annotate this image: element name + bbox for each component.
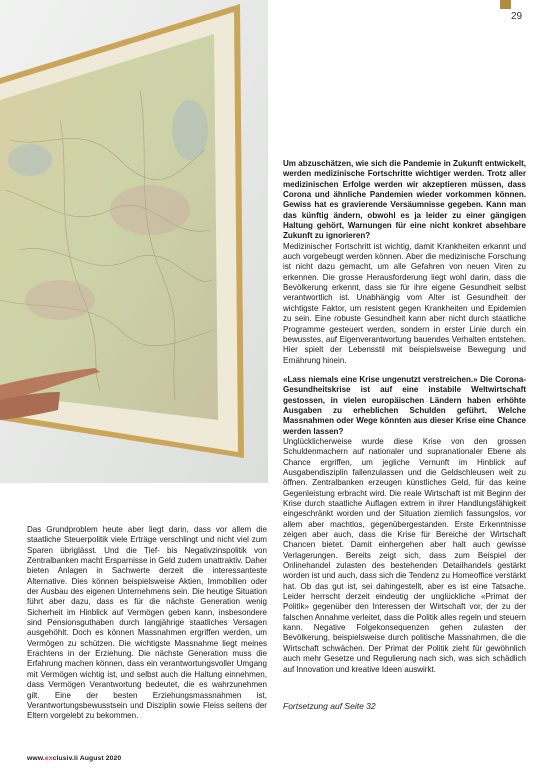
- left-column: [27, 525, 267, 722]
- interview-question-2: «Lass niemals eine Krise ungenutzt verstreichen.» Die Corona-Gesundheitskrise ist auf eine instabile Weltwirtschaft gestossen, in vielen europäischen Ländern haben erhöhte Ausgaben zu erheblichen Schulden geführt. Welche Massnahmen oder Wege könnten aus dieser Krise eine Chance werden lassen?: [283, 374, 526, 436]
- corner-accent-bar: [500, 0, 511, 9]
- answer-paragraph-1: Medizinischer Fortschritt ist wichtig, damit Krankheiten erkannt und auch vorgebeugt werden können. Aber die medizinische Forschung ist nicht dazu gemacht, um alle Gefahren von neuen Viren zu erkennen. Die grosse Herausforderung liegt wohl darin, dass die Bevölkerung erkennt, dass sie für ihre eigene Gesundheit selbst verantwortlich ist. Unabhängig vom Alter ist Gesundheit der wichtigste Faktor, um resistent gegen Krankheiten und Epidemien zu sein. Eine robuste Gesundheit kann aber nicht durch staatliche Programme gesteuert werden, sondern in erster Linie durch ein bewusstes, auf Eigenverantwortung bauendes Verhalten entstehen. Hier spielt der Lebensstil mit beispielsweise Bewegung und Ernährung hinein.: [283, 241, 526, 365]
- footer-accent: ex: [44, 755, 53, 762]
- page-number: 29: [511, 11, 523, 22]
- framed-map-illustration: [0, 0, 268, 483]
- footer-rest: clusiv.li August 2020: [52, 755, 122, 762]
- body-paragraph: Das Grundproblem heute aber liegt darin, dass vor allem die staatliche Steuerpolitik viele Erträge verschlingt und nicht viel zum Sparen übriglässt. Und die Tief- bis Negativzinspolitik von Zentralbanken macht Ersparnisse in Geld zudem unattraktiv. Daher bieten Anlagen in Sachwerte derzeit die interessanteste Alternative. Dies können beispielsweise Aktien, Immobilien oder der Ausbau des eigenen Unternehmens sein. Die heutige Situation führt aber dazu, dass es für die nächste Generation wenig Sicherheit im Hinblick auf Vermögen geben kann, insbesondere sind Pensionsguthaben durch langjährige staatliches Versagen ausgehöhlt. Doch es können Massnahmen ergriffen werden, um Vermögen zu schützen. Die wichtigste Massnahme liegt meines Erachtens in der Erziehung. Die nächste Generation muss die Erfahrung machen können, dass ein verantwortungsvoller Umgang mit Vermögen wichtig ist, und selbst auch die Haltung einnehmen, dass Vermögen Verantwortung bedeutet, die es wahrzunehmen gilt. Eine der besten Erziehungsmassnahmen ist, Verantwortungsbewusstsein und Disziplin sowie Fleiss seitens der Eltern vorgelebt zu bekommen.: [27, 525, 267, 721]
- right-column: [283, 159, 526, 675]
- map-photo: [0, 0, 268, 483]
- interview-question-1: Um abzuschätzen, wie sich die Pandemie in Zukunft entwickelt, werden medizinische Fortschritte wichtiger werden. Trotz aller medizinischen Erfolge werden wir akzeptieren müssen, dass Corona und ähnliche Pandemien wieder vorkommen können. Gewiss hat es gravierende Versäumnisse gegeben. Kann man das künftig ändern, obwohl es ja leider zu einer gängigen Haltung gehört, Warnungen für eine nicht konkret absehbare Zukunft zu ignorieren?: [283, 159, 526, 241]
- footer-url: [27, 755, 121, 762]
- footer-prefix: www.: [27, 755, 45, 762]
- continued-note: Fortsetzung auf Seite 32: [283, 701, 376, 711]
- answer-paragraph-2: Unglücklicherweise wurde diese Krise von den grossen Schuldenmachern auf nationaler und supranationaler Ebene als Chance ergriffen, um jegliche Vernunft im Hinblick auf Ausgabendisziplin fallenzulassen und die Geldschleusen weit zu öffnen. Zentralbanken erzeugen künstliches Geld, für das keine Gegenleistung erbracht wird. Die reale Wirtschaft ist mit Beginn der Krise durch staatliche Auflagen extrem in ihrer Handlungsfähigkeit eingeschränkt worden und der Situation ziemlich fassungslos, vor allem aber machtlos, gegenübergestanden. Erste Erkenntnisse zeigen aber auch, dass die Krise für Bereiche der Wirtschaft Chancen bietet. Damit einhergehen aber halt auch gewisse Verlagerungen. Bereits zeigt sich, dass zum Beispiel der Onlinehandel zulasten des bestehenden Detailhandels gestärkt worden ist und auch, dass sich die Tendenz zu Homeoffice verstärkt hat. Ob das gut ist, sei dahingestellt, aber es ist eine Tatsache. Leider herrscht derzeit eindeutig der unglückliche «Primat der Politik» gegenüber den Interessen der Wirtschaft vor, der zu der falschen Annahme verleitet, dass die Politik alles regeln und steuern kann. Negative Folgekonsequenzen gehen zulasten der Bevölkerung, beispielsweise durch politische Massnahmen, die die Wirtschaft schwächen. Der Primat der Politik zieht für gewöhnlich auch mehr Gesetze und Regulierung nach sich, was sich schädlich auf Innovation und kreative Ideen auswirkt.: [283, 436, 526, 674]
